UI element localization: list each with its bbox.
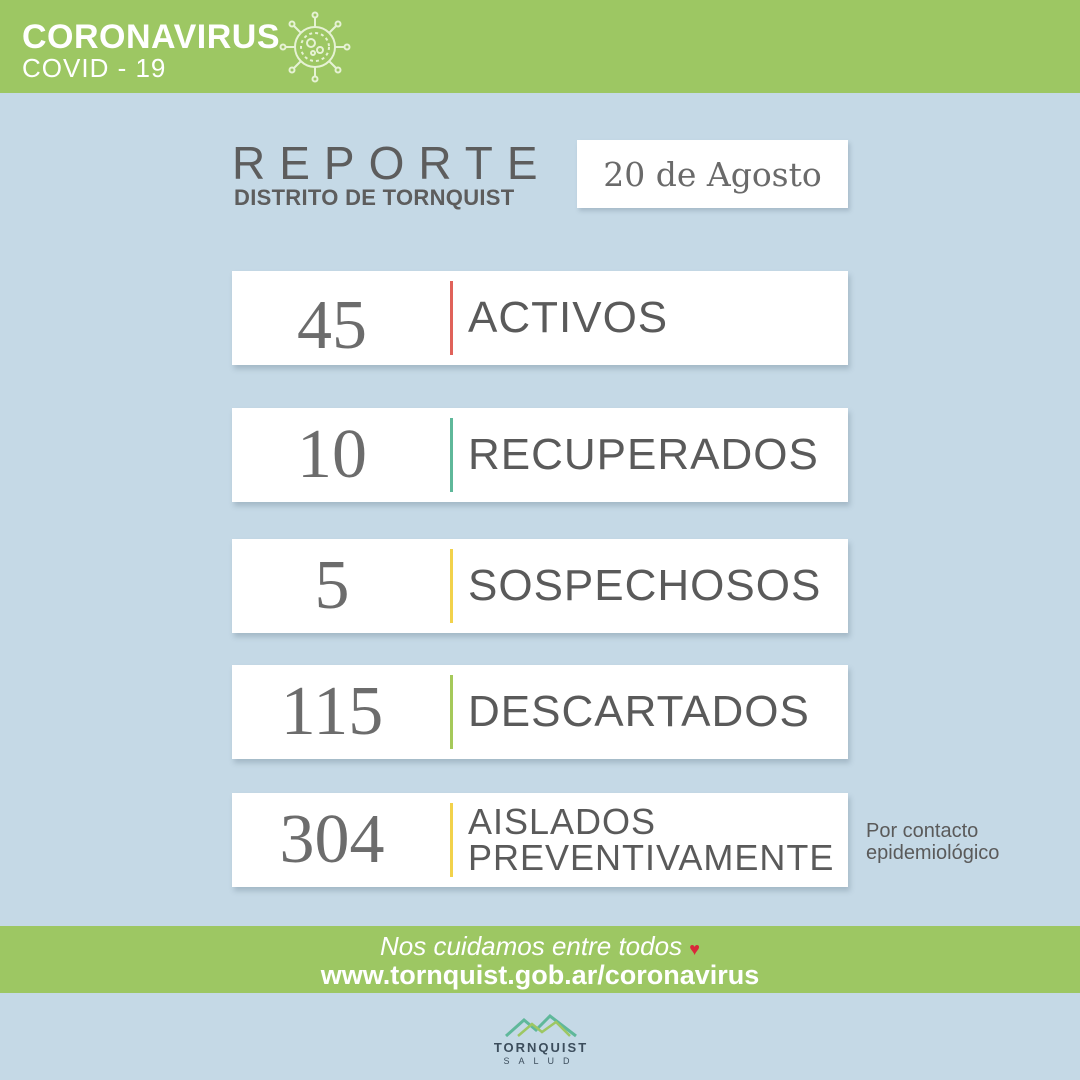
stat-card-sospechosos — [232, 539, 848, 633]
virus-icon — [278, 10, 352, 84]
report-date: 20 de Agosto — [603, 154, 822, 194]
stat-label: ACTIVOS — [468, 293, 669, 342]
stat-label: SOSPECHOSOS — [468, 561, 822, 610]
report-heading: REPORTE — [232, 137, 552, 189]
stat-label: DESCARTADOS — [468, 687, 810, 736]
side-note-line2: epidemiológico — [866, 842, 1000, 864]
stat-card-activos — [232, 271, 848, 365]
stat-card-recuperados — [232, 408, 848, 502]
heart-icon: ♥ — [689, 939, 700, 959]
stat-divider — [450, 675, 453, 749]
header-subtitle: COVID - 19 — [22, 53, 167, 83]
stat-label: RECUPERADOS — [468, 430, 819, 479]
stat-number: 10 — [297, 416, 367, 493]
footer-bar — [0, 926, 1080, 993]
stat-divider — [450, 549, 453, 623]
tagline — [0, 932, 1080, 963]
side-note-line1: Por contacto — [866, 820, 979, 842]
tornquist-logo — [486, 1012, 596, 1072]
stat-card-aislados — [232, 793, 848, 887]
stat-divider — [450, 803, 453, 877]
logo-sub: SALUD — [503, 1056, 579, 1066]
stat-number: 45 — [297, 287, 367, 364]
header-bar — [0, 0, 1080, 93]
stat-number: 115 — [280, 673, 384, 750]
stat-label-line1: AISLADOS — [468, 801, 657, 842]
stat-label-line2: PREVENTIVAMENTE — [468, 837, 835, 878]
stat-label — [468, 793, 834, 887]
stat-card-descartados — [232, 665, 848, 759]
stat-number: 5 — [314, 547, 350, 624]
stat-number: 304 — [279, 801, 385, 878]
mountains-icon — [504, 1012, 578, 1038]
logo-name: TORNQUIST — [493, 1040, 589, 1055]
report-district: DISTRITO DE TORNQUIST — [234, 185, 515, 210]
tagline-text: Nos cuidamos entre todos — [380, 931, 683, 961]
stat-divider — [450, 418, 453, 492]
header-title: CORONAVIRUS — [22, 18, 280, 56]
website-link[interactable]: www.tornquist.gob.ar/coronavirus — [320, 960, 760, 990]
date-box — [577, 140, 848, 208]
side-note — [866, 820, 999, 864]
stat-divider — [450, 281, 453, 355]
